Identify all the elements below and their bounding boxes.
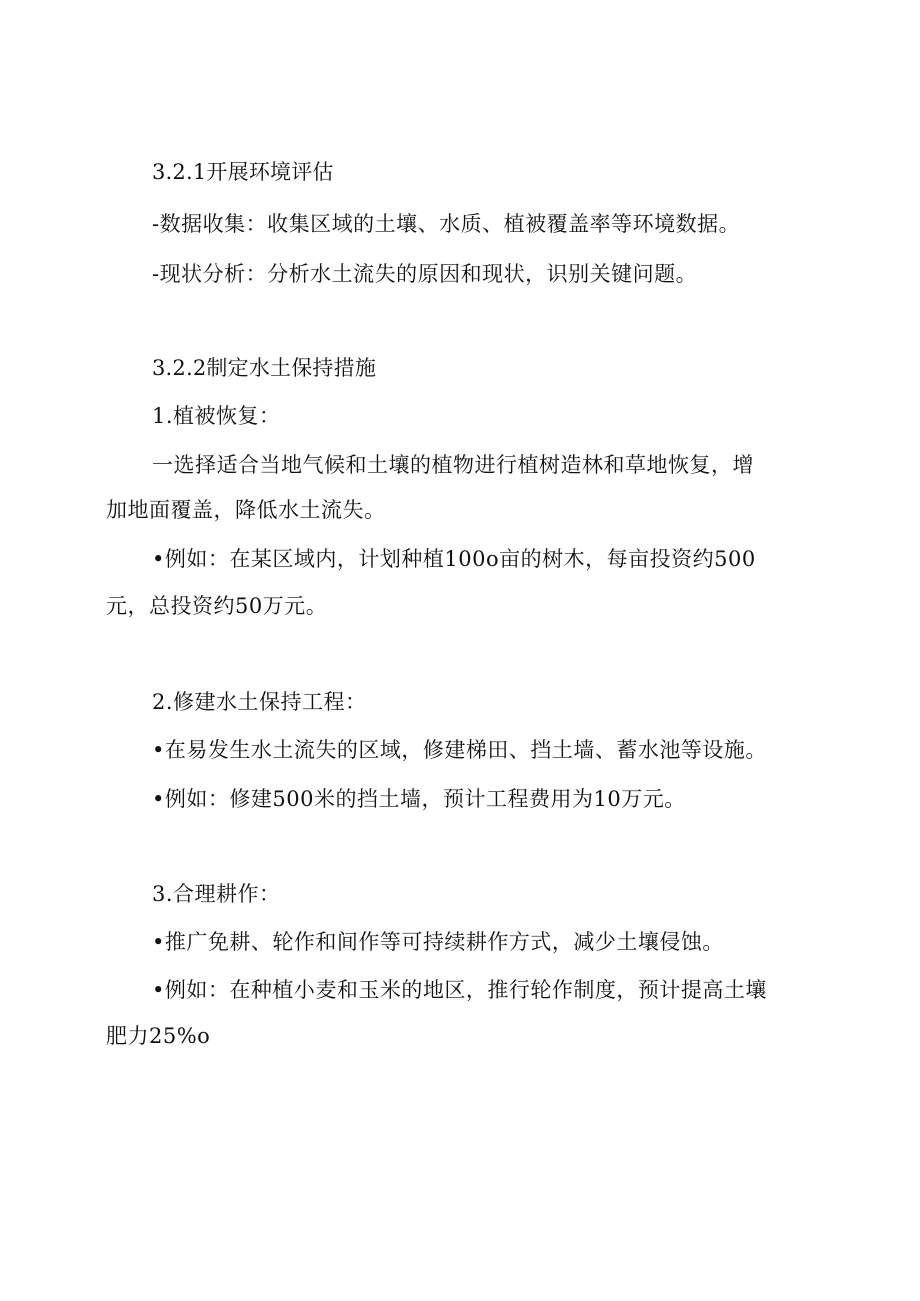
measure-1-description-line-1: 一选择适合当地气候和土壤的植物进行植树造林和草地恢复，增	[152, 453, 754, 477]
measure-3-title: 3.合理耕作：	[152, 882, 281, 906]
measure-2-example: •例如：修建500米的挡土墙，预计工程费用为10万元。	[152, 787, 686, 811]
measure-1-example-line-1: •例如：在某区域内，计划种植100o亩的树木，每亩投资约500	[152, 547, 756, 571]
section-heading-3-2-1: 3.2.1开展环境评估	[152, 160, 334, 184]
measure-1-title: 1.植被恢复：	[152, 404, 281, 428]
measure-2-title: 2.修建水土保持工程：	[152, 690, 367, 714]
measure-3-example-line-1: •例如：在种植小麦和玉米的地区，推行轮作制度，预计提高土壤	[152, 978, 767, 1002]
measure-1-example-line-2: 元，总投资约50万元。	[106, 594, 328, 618]
data-collection-item: -数据收集：收集区域的土壤、水质、植被覆盖率等环境数据。	[152, 212, 741, 236]
measure-3-description: •推广免耕、轮作和间作等可持续耕作方式，减少土壤侵蚀。	[152, 930, 724, 954]
measure-1-description-line-2: 加地面覆盖，降低水土流失。	[106, 498, 386, 522]
status-analysis-item: -现状分析：分析水土流失的原因和现状，识别关键问题。	[152, 262, 698, 286]
section-heading-3-2-2: 3.2.2制定水土保持措施	[152, 356, 377, 380]
measure-2-description: •在易发生水土流失的区域，修建梯田、挡土墙、蓄水池等设施。	[152, 738, 767, 762]
measure-3-example-line-2: 肥力25%o	[106, 1024, 211, 1048]
